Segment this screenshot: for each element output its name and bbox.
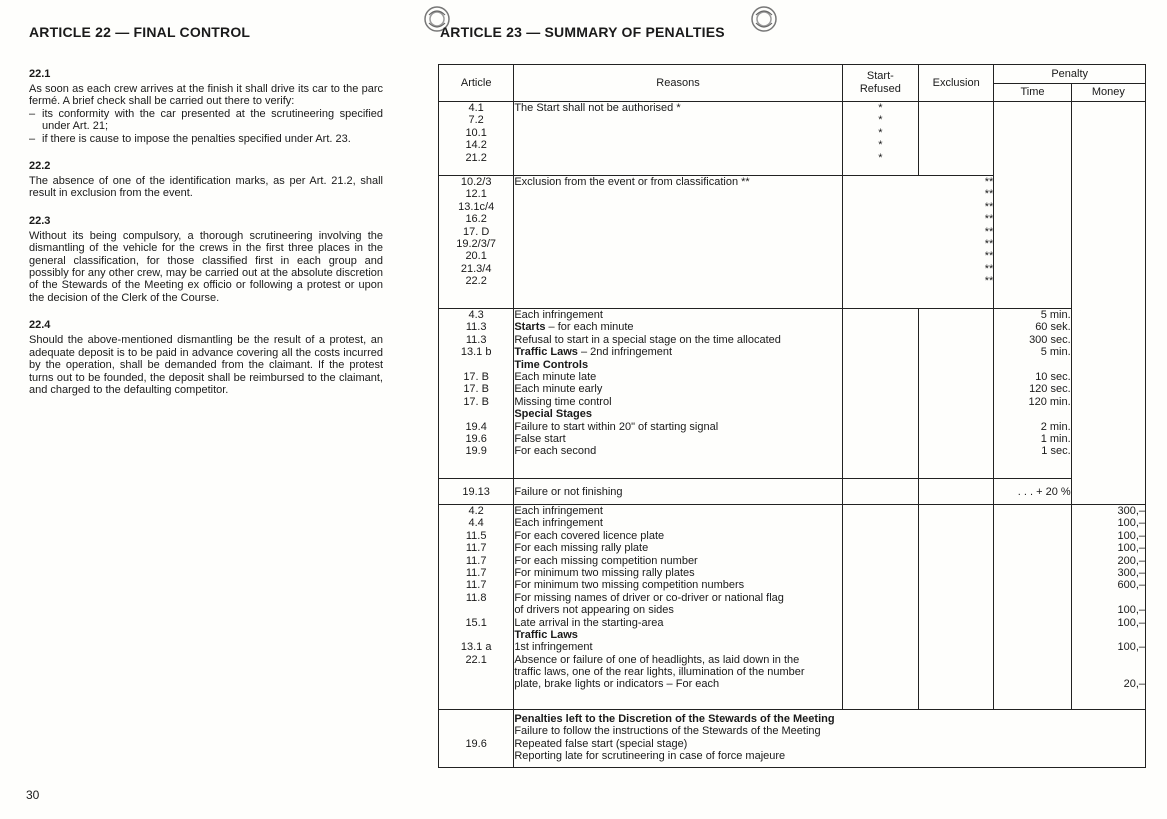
article-number: 11.3 <box>465 333 487 346</box>
section-number: 22.3 <box>29 214 51 227</box>
reason-heading: Starts <box>514 321 546 334</box>
article-number: 10.1 <box>465 126 487 139</box>
reason-cell: Failure or not finishing <box>514 479 842 505</box>
reason-line <box>514 396 841 408</box>
article-number <box>439 725 513 737</box>
money-value <box>1072 666 1145 678</box>
reason-text: Missing time control <box>514 395 612 408</box>
header-money: Money <box>1071 84 1145 102</box>
reason-text: For minimum two missing rally plates <box>514 566 695 579</box>
article-number: 11.5 <box>465 529 487 542</box>
reason-text: Each minute late <box>514 370 597 383</box>
article-number <box>439 750 513 762</box>
article-number: 7.2 <box>468 114 484 127</box>
article-number: 17. D <box>463 225 490 238</box>
reason-line <box>514 617 841 629</box>
section-22-1 <box>29 68 383 145</box>
article-23-title: ARTICLE 23 — SUMMARY OF PENALTIES <box>440 24 725 40</box>
reason-line <box>514 530 841 542</box>
reason-heading: Penalties left to the Discretion of the Stewards of the Meeting <box>514 713 835 725</box>
reason-text: traffic laws, one of the rear lights, illumination of the number <box>514 666 805 679</box>
money-value: 200,– <box>1117 554 1145 567</box>
money-value: 100,– <box>1117 529 1145 542</box>
money-cell <box>1071 505 1145 710</box>
reason-text: For minimum two missing competition numbers <box>514 579 745 592</box>
exclusion-mark: ** <box>984 176 994 188</box>
money-value: 300,– <box>1117 505 1145 517</box>
article-number <box>439 604 513 616</box>
reason-cell: The Start shall not be authorised * <box>514 102 842 176</box>
section-number: 22.2 <box>29 160 51 173</box>
start-refused-mark: * <box>878 102 883 114</box>
exclusion-mark: ** <box>984 225 994 238</box>
article-number: 10.2/3 <box>460 176 492 188</box>
article-number: 11.3 <box>465 321 487 334</box>
article-number: 4.2 <box>468 505 484 517</box>
section-text: As soon as each crew arrives at the finish it shall drive its car to the parc fermé. A brief check shall be carried out there to verify: <box>29 83 383 108</box>
article-cell: 19.13 <box>439 479 514 505</box>
article-23-heading <box>438 24 725 40</box>
time-value <box>994 408 1070 420</box>
reason-line <box>514 505 841 517</box>
reason-text: For each second <box>514 445 597 458</box>
reason-line <box>514 629 841 641</box>
article-number: 4.1 <box>468 102 484 114</box>
article-number: 12.1 <box>465 188 487 201</box>
reason-line <box>514 542 841 554</box>
reason-text: For missing names of driver or co-driver or national flag <box>514 591 784 604</box>
header-penalty: Penalty <box>994 65 1146 84</box>
bullet-item: – if there is cause to impose the penalties specified under Art. 23. <box>29 132 351 145</box>
reason-text: Each minute early <box>514 383 603 396</box>
reason-line <box>514 383 841 395</box>
table-row <box>439 710 1146 768</box>
exclusion-cell <box>919 102 994 176</box>
money-value: 100,– <box>1117 641 1145 654</box>
reason-line <box>514 359 841 371</box>
article-number: 22.2 <box>465 275 487 288</box>
reason-text: Absence or failure of one of headlights, as laid down in the <box>514 653 800 666</box>
time-value: 5 min. <box>1040 346 1071 359</box>
start-refused-cell <box>842 505 918 710</box>
exclusion-mark: ** <box>984 188 994 201</box>
table-row <box>439 505 1146 710</box>
header-time: Time <box>994 84 1071 102</box>
article-cell <box>439 309 514 479</box>
article-number: 19.2/3/7 <box>456 237 497 250</box>
reason-heading: Time Controls <box>514 358 589 371</box>
reason-line <box>514 678 841 690</box>
start-refused-cell <box>842 479 918 505</box>
article-number <box>439 713 513 725</box>
article-number: 19.9 <box>465 445 487 458</box>
start-refused-mark: * <box>878 151 883 164</box>
start-refused-mark: * <box>878 126 883 139</box>
reason-text: plate, brake lights or indicators – For each <box>514 678 720 691</box>
reason-line <box>514 346 841 358</box>
reason-text: For each missing competition number <box>514 554 698 567</box>
table-row <box>439 309 1146 479</box>
header-exclusion: Exclusion <box>919 65 994 102</box>
article-cell <box>439 505 514 710</box>
reason-line <box>514 555 841 567</box>
reason-text: For each missing rally plate <box>514 542 649 555</box>
reason-text: Reporting late for scrutineering in case of force majeure <box>514 750 786 763</box>
header-reasons: Reasons <box>514 65 842 102</box>
section-22-2 <box>29 160 383 200</box>
time-value: 60 sek. <box>1035 321 1071 334</box>
article-number <box>439 666 513 678</box>
time-value: 5 min. <box>1040 309 1071 321</box>
article-number <box>439 678 513 690</box>
exclusion-cell <box>842 176 994 309</box>
time-cell: . . . + 20 % <box>994 479 1071 505</box>
money-value <box>1072 654 1145 666</box>
section-text: Should the above-mentioned dismantling be the result of a protest, an adequate deposit is to be paid in advance covering all the costs incurred by the operation, shall be demanded from the claimant. If the protest turns out to be founded, the deposit shall be reimbursed to the claimant, and charged to the defaulting competitor. <box>29 334 383 396</box>
section-22-3 <box>29 215 383 304</box>
emblem-icon <box>750 5 778 33</box>
reason-text: Each infringement <box>514 505 603 517</box>
article-number: 17. B <box>463 370 489 383</box>
reason-line <box>514 421 841 433</box>
section-text: The absence of one of the identification marks, as per Art. 21.2, shall result in exclusion from the event. <box>29 175 383 200</box>
exclusion-mark: ** <box>984 275 994 288</box>
article-number: 16.2 <box>465 213 487 226</box>
article-number: 11.7 <box>465 579 487 592</box>
reason-line <box>514 321 841 333</box>
reason-text: 1st infringement <box>514 641 593 654</box>
article-number: 13.1 b <box>460 346 492 359</box>
reason-line <box>514 750 1145 762</box>
article-number: 17. B <box>463 383 489 396</box>
time-value: 120 min. <box>1028 395 1071 408</box>
money-value <box>1072 592 1145 604</box>
money-value: 300,– <box>1117 566 1145 579</box>
table-row <box>439 102 1146 176</box>
article-22 <box>29 24 383 411</box>
reason-line <box>514 654 841 666</box>
time-value: 2 min. <box>1040 420 1071 433</box>
reason-line <box>514 567 841 579</box>
money-value: 600,– <box>1117 579 1145 592</box>
article-number: 13.1 a <box>460 641 492 654</box>
start-refused-cell <box>842 102 918 176</box>
start-refused-mark: * <box>878 114 883 127</box>
time-value <box>994 359 1070 371</box>
time-value: 1 min. <box>1040 432 1071 445</box>
start-refused-mark: * <box>878 139 883 152</box>
time-value: 300 sec. <box>1029 333 1071 346</box>
reason-line <box>514 334 841 346</box>
article-number: 4.3 <box>468 309 484 321</box>
exclusion-cell <box>919 505 994 710</box>
reason-text: – 2nd infringement <box>577 346 673 359</box>
money-cell <box>1071 102 1145 505</box>
table-row <box>439 479 1146 505</box>
reason-text: For each covered licence plate <box>514 529 665 542</box>
article-22-title: ARTICLE 22 — FINAL CONTROL <box>29 24 251 40</box>
reason-cell: Exclusion from the event or from classification ** <box>514 176 842 309</box>
exclusion-mark: ** <box>984 200 994 213</box>
article-number <box>439 408 513 420</box>
time-value: 120 sec. <box>1029 383 1071 396</box>
time-value: 1 sec. <box>1041 445 1071 458</box>
reason-text: Failure to follow the instructions of the Stewards of the Meeting <box>514 725 821 738</box>
money-value: 100,– <box>1117 517 1145 530</box>
article-number: 19.6 <box>465 432 487 445</box>
reason-line <box>514 445 841 457</box>
article-number: 11.8 <box>465 591 487 604</box>
section-number: 22.4 <box>29 319 51 332</box>
reason-line <box>514 371 841 383</box>
reason-text: False start <box>514 432 566 445</box>
money-value: 100,– <box>1117 542 1145 555</box>
bullet-item: – its conformity with the car presented at the scrutineering specified under Art. 21; <box>29 107 383 133</box>
article-cell <box>439 176 514 309</box>
reason-text: of drivers not appearing on sides <box>514 604 674 617</box>
exclusion-mark: ** <box>984 213 994 226</box>
reason-cell <box>514 309 842 479</box>
time-value: 10 sec. <box>1035 370 1071 383</box>
section-22-4 <box>29 319 383 396</box>
reason-line <box>514 408 841 420</box>
article-cell <box>439 710 514 768</box>
reason-line <box>514 725 1145 737</box>
time-cell <box>994 505 1071 710</box>
money-value <box>1072 629 1145 641</box>
exclusion-cell <box>919 479 994 505</box>
exclusion-cell <box>919 309 994 479</box>
exclusion-mark: ** <box>984 237 994 250</box>
money-value: 20,– <box>1123 678 1145 691</box>
penalties-table <box>438 64 1146 768</box>
reason-line <box>514 641 841 653</box>
exclusion-mark: ** <box>984 250 994 263</box>
article-number: 21.2 <box>465 151 487 164</box>
reason-line <box>514 713 1145 725</box>
article-number: 19.6 <box>465 737 487 750</box>
reason-line <box>514 517 841 529</box>
time-cell <box>994 102 1071 309</box>
start-refused-cell <box>842 309 918 479</box>
section-text: Without its being compulsory, a thorough scrutineering involving the dismantling of the vehicle for the crews in the first three places in the general classification, for those classified first in each group and possibly for any other crew, may be carried out at the absolute discretion of the Stewards of the Meeting ex officio or following a protest or upon the decision of the Clerk of the Course. <box>29 229 383 304</box>
reason-line <box>514 579 841 591</box>
article-number <box>439 359 513 371</box>
reason-line <box>514 666 841 678</box>
time-cell <box>994 309 1071 479</box>
reason-line <box>514 604 841 616</box>
article-number: 19.4 <box>465 420 487 433</box>
article-number: 15.1 <box>465 616 487 629</box>
article-number: 11.7 <box>465 566 487 579</box>
reason-text: Failure to start within 20" of starting signal <box>514 420 719 433</box>
header-article: Article <box>439 65 514 102</box>
money-value: 100,– <box>1117 616 1145 629</box>
article-number: 13.1c/4 <box>458 200 495 213</box>
reason-text: Late arrival in the starting-area <box>514 616 664 629</box>
header-row <box>439 65 1146 84</box>
reason-line <box>514 738 1145 750</box>
reason-heading: Special Stages <box>514 408 592 421</box>
reason-line <box>514 309 841 321</box>
reason-text: Each infringement <box>514 517 603 530</box>
reason-line <box>514 433 841 445</box>
reason-text: Refusal to start in a special stage on the time allocated <box>514 333 781 346</box>
reason-heading: Traffic Laws <box>514 346 578 359</box>
reason-cell <box>514 505 842 710</box>
article-number: 14.2 <box>465 139 487 152</box>
article-cell <box>439 102 514 176</box>
article-number: 4.4 <box>468 517 484 530</box>
exclusion-mark: ** <box>984 262 994 275</box>
reason-cell <box>514 710 1146 768</box>
article-number: 11.7 <box>465 554 487 567</box>
money-value: 100,– <box>1117 604 1145 617</box>
reason-text: Each infringement <box>514 309 603 321</box>
article-number <box>439 629 513 641</box>
article-number: 21.3/4 <box>460 262 492 275</box>
page-number: 30 <box>26 788 40 802</box>
article-number: 22.1 <box>465 653 487 666</box>
reason-text: Repeated false start (special stage) <box>514 737 688 750</box>
article-number: 11.7 <box>465 542 487 555</box>
article-number: 17. B <box>463 395 489 408</box>
header-start-refused: Start- Refused <box>842 65 918 102</box>
reason-text: – for each minute <box>545 321 634 334</box>
reason-heading: Traffic Laws <box>514 628 578 641</box>
section-number: 22.1 <box>29 68 51 80</box>
reason-line <box>514 592 841 604</box>
article-number: 20.1 <box>465 250 487 263</box>
